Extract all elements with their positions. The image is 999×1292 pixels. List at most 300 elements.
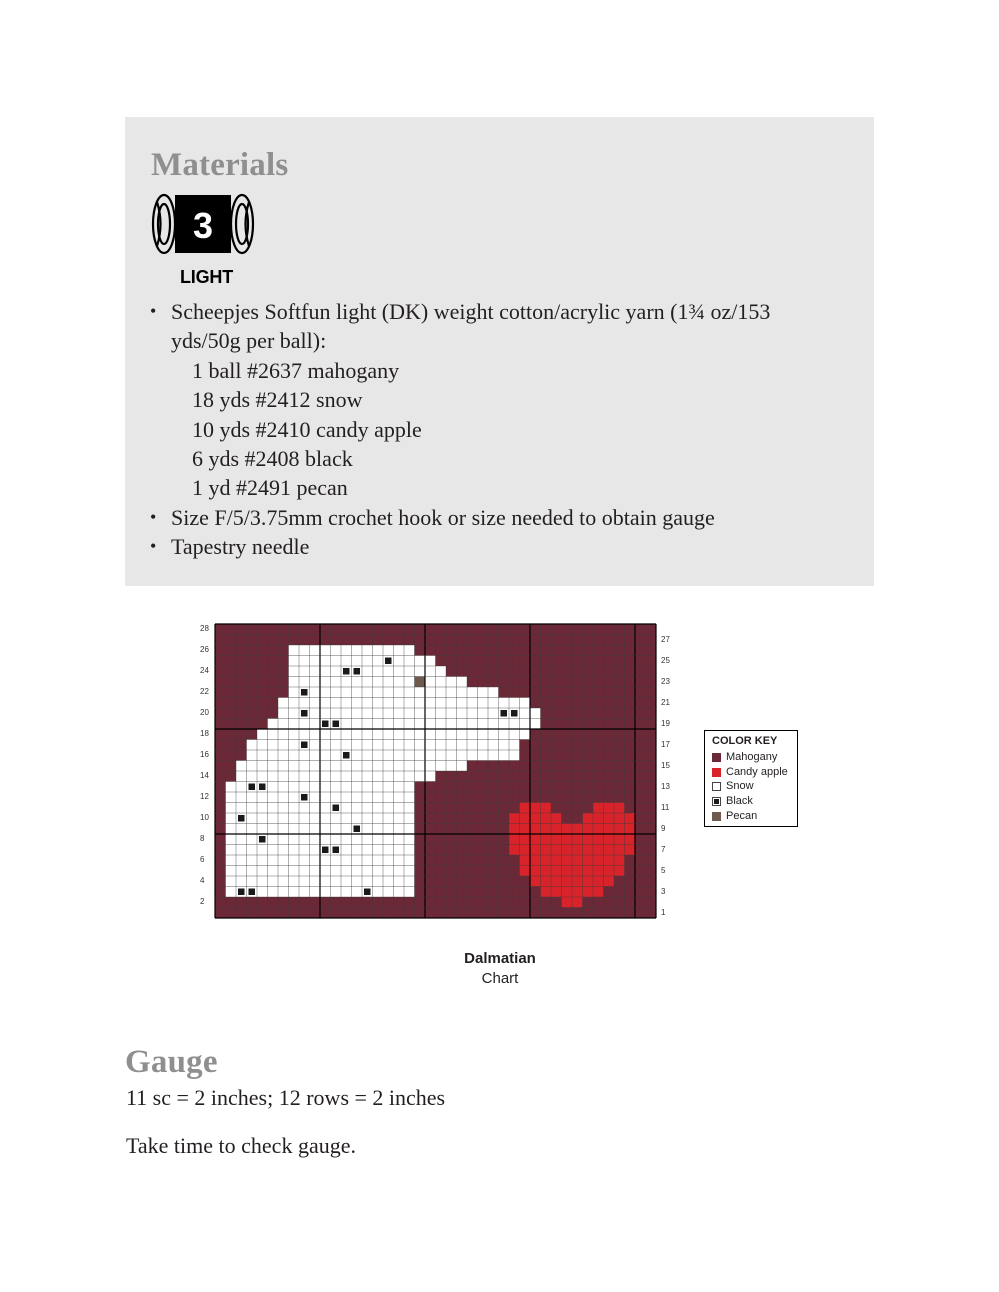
chart-cell (404, 855, 415, 866)
chart-cell (289, 908, 300, 919)
chart-cell (394, 687, 405, 698)
chart-cell (436, 740, 447, 751)
chart-cell (215, 792, 226, 803)
chart-cell (320, 635, 331, 646)
chart-cell (257, 866, 268, 877)
row-label: 9 (661, 823, 666, 833)
chart-cell (530, 698, 541, 709)
chart-cell (478, 771, 489, 782)
chart-cell (247, 876, 258, 887)
chart-subtitle: Chart (481, 970, 519, 987)
chart-cell (226, 792, 237, 803)
chart-cell (352, 729, 363, 740)
chart-cell (646, 845, 657, 856)
chart-cell (614, 635, 625, 646)
chart-cell (625, 719, 636, 730)
chart-cell (541, 866, 552, 877)
chart-cell (635, 845, 646, 856)
chart-cell (278, 876, 289, 887)
mahogany-swatch-icon (712, 753, 721, 762)
chart-cell (541, 624, 552, 635)
chart-cell (215, 708, 226, 719)
chart-cell (635, 698, 646, 709)
chart-cell (520, 897, 531, 908)
black-stitch-mark (301, 710, 308, 717)
chart-cell (226, 897, 237, 908)
chart-cell (593, 677, 604, 688)
chart-cell (289, 813, 300, 824)
chart-cell (331, 750, 342, 761)
chart-cell (446, 645, 457, 656)
chart-cell (541, 908, 552, 919)
chart-cell (278, 771, 289, 782)
chart-cell (257, 666, 268, 677)
chart-cell (551, 656, 562, 667)
chart-cell (488, 687, 499, 698)
chart-cell (509, 834, 520, 845)
chart-cell (551, 866, 562, 877)
chart-cell (257, 908, 268, 919)
chart-cell (530, 687, 541, 698)
chart-cell (625, 698, 636, 709)
chart-cell (562, 908, 573, 919)
chart-cell (383, 782, 394, 793)
chart-cell (457, 782, 468, 793)
color-key (704, 730, 798, 827)
chart-cell (436, 645, 447, 656)
chart-cell (257, 708, 268, 719)
chart-cell (541, 855, 552, 866)
chart-cell (362, 897, 373, 908)
chart-cell (478, 645, 489, 656)
chart-cell (509, 887, 520, 898)
chart-cell (257, 771, 268, 782)
chart-cell (404, 887, 415, 898)
chart-cell (572, 729, 583, 740)
chart-cell (394, 771, 405, 782)
chart-cell (583, 782, 594, 793)
chart-cell (551, 740, 562, 751)
row-label: 2 (200, 897, 205, 907)
chart-cell (593, 698, 604, 709)
chart-cell (341, 719, 352, 730)
chart-cell (373, 876, 384, 887)
chart-cell (551, 803, 562, 814)
chart-cell (635, 897, 646, 908)
chart-cell (320, 824, 331, 835)
chart-cell (530, 897, 541, 908)
chart-cell (478, 887, 489, 898)
chart-cell (247, 687, 258, 698)
chart-cell (278, 677, 289, 688)
chart-cell (457, 887, 468, 898)
chart-cell (383, 698, 394, 709)
chart-cell (604, 719, 615, 730)
chart-cell (604, 866, 615, 877)
chart-cell (226, 666, 237, 677)
chart-cell (467, 897, 478, 908)
chart-cell (278, 635, 289, 646)
chart-cell (625, 708, 636, 719)
chart-cell (278, 666, 289, 677)
chart-cell (614, 740, 625, 751)
chart-cell (415, 771, 426, 782)
chart-cell (541, 803, 552, 814)
chart-cell (352, 855, 363, 866)
chart-cell (583, 813, 594, 824)
chart-cell (446, 855, 457, 866)
chart-cell (215, 750, 226, 761)
chart-cell (614, 824, 625, 835)
chart-cell (530, 845, 541, 856)
chart-cell (268, 887, 279, 898)
chart-cell (614, 656, 625, 667)
chart-cell (289, 761, 300, 772)
chart-cell (257, 887, 268, 898)
chart-cell (226, 855, 237, 866)
chart-cell (562, 666, 573, 677)
chart-cell (310, 897, 321, 908)
chart-cell (604, 729, 615, 740)
chart-cell (646, 866, 657, 877)
black-swatch-icon (712, 797, 721, 806)
chart-cell (520, 624, 531, 635)
chart-cell (226, 719, 237, 730)
chart-cell (614, 708, 625, 719)
chart-cell (415, 645, 426, 656)
chart-cell (278, 897, 289, 908)
chart-cell (572, 677, 583, 688)
chart-cell (436, 876, 447, 887)
chart-cell (425, 698, 436, 709)
chart-cell (373, 645, 384, 656)
row-label: 19 (661, 718, 670, 728)
chart-cell (425, 908, 436, 919)
chart-cell (436, 761, 447, 772)
chart-cell (373, 887, 384, 898)
chart-cell (383, 624, 394, 635)
chart-cell (268, 866, 279, 877)
chart-cell (604, 887, 615, 898)
chart-cell (604, 855, 615, 866)
chart-cell (257, 624, 268, 635)
chart-cell (425, 782, 436, 793)
chart-cell (509, 740, 520, 751)
chart-cell (509, 771, 520, 782)
chart-cell (467, 698, 478, 709)
chart-cell (499, 698, 510, 709)
chart-cell (572, 866, 583, 877)
chart-cell (583, 887, 594, 898)
chart-cell (625, 624, 636, 635)
chart-cell (646, 813, 657, 824)
row-label: 15 (661, 760, 670, 770)
chart-cell (530, 887, 541, 898)
chart-cell (520, 645, 531, 656)
chart-cell (415, 792, 426, 803)
chart-cell (341, 887, 352, 898)
chart-cell (415, 824, 426, 835)
chart-cell (278, 803, 289, 814)
chart-cell (404, 698, 415, 709)
chart-cell (635, 813, 646, 824)
chart-cell (614, 719, 625, 730)
row-label: 28 (200, 624, 209, 634)
chart-cell (436, 897, 447, 908)
chart-cell (562, 845, 573, 856)
chart-cell (593, 635, 604, 646)
chart-cell (404, 645, 415, 656)
chart-cell (415, 897, 426, 908)
chart-cell (226, 645, 237, 656)
chart-cell (551, 876, 562, 887)
chart-cell (520, 729, 531, 740)
chart-cell (383, 740, 394, 751)
chart-cell (541, 666, 552, 677)
chart-cell (635, 677, 646, 688)
chart-cell (488, 813, 499, 824)
chart-cell (226, 635, 237, 646)
chart-cell (257, 803, 268, 814)
chart-cell (352, 792, 363, 803)
chart-cell (257, 761, 268, 772)
chart-cell (593, 656, 604, 667)
chart-cell (278, 792, 289, 803)
chart-cell (488, 698, 499, 709)
chart-cell (436, 750, 447, 761)
legend-item-candy-apple: Candy apple (712, 766, 788, 778)
row-label: 18 (200, 729, 209, 739)
chart-cell (509, 803, 520, 814)
chart-cell (352, 845, 363, 856)
chart-cell (625, 834, 636, 845)
chart-cell (247, 624, 258, 635)
list-item: 1 yd #2491 pecan (192, 475, 348, 501)
chart-cell (268, 708, 279, 719)
chart-cell (457, 771, 468, 782)
chart-cell (635, 635, 646, 646)
chart-cell (373, 792, 384, 803)
chart-cell (478, 761, 489, 772)
chart-cell (509, 866, 520, 877)
chart-cell (373, 782, 384, 793)
chart-cell (520, 824, 531, 835)
chart-cell (530, 824, 541, 835)
chart-cell (551, 855, 562, 866)
row-label: 12 (200, 792, 209, 802)
black-stitch-mark (322, 721, 329, 728)
chart-cell (320, 666, 331, 677)
row-label: 24 (200, 666, 209, 676)
chart-cell (436, 887, 447, 898)
chart-cell (614, 666, 625, 677)
chart-cell (520, 813, 531, 824)
chart-cell (310, 855, 321, 866)
chart-cell (373, 750, 384, 761)
chart-cell (457, 750, 468, 761)
chart-cell (499, 771, 510, 782)
chart-cell (593, 845, 604, 856)
chart-cell (541, 656, 552, 667)
chart-cell (310, 687, 321, 698)
chart-cell (436, 656, 447, 667)
chart-cell (278, 824, 289, 835)
chart-cell (478, 687, 489, 698)
chart-cell (331, 761, 342, 772)
chart-cell (320, 656, 331, 667)
chart-cell (467, 687, 478, 698)
chart-cell (593, 708, 604, 719)
chart-cell (572, 771, 583, 782)
chart-cell (562, 624, 573, 635)
chart-cell (646, 803, 657, 814)
chart-cell (289, 687, 300, 698)
chart-cell (509, 750, 520, 761)
chart-cell (299, 750, 310, 761)
chart-cell (488, 866, 499, 877)
chart-cell (646, 782, 657, 793)
chart-cell (436, 908, 447, 919)
chart-cell (509, 677, 520, 688)
chart-cell (446, 656, 457, 667)
chart-cell (268, 908, 279, 919)
chart-cell (457, 845, 468, 856)
chart-cell (488, 645, 499, 656)
chart-cell (646, 876, 657, 887)
chart-cell (625, 740, 636, 751)
chart-cell (614, 624, 625, 635)
chart-cell (383, 824, 394, 835)
chart-cell (646, 908, 657, 919)
chart-cell (268, 677, 279, 688)
chart-cell (383, 771, 394, 782)
chart-cell (289, 792, 300, 803)
chart-cell (604, 708, 615, 719)
chart-cell (268, 719, 279, 730)
chart-cell (299, 897, 310, 908)
chart-cell (593, 687, 604, 698)
chart-cell (226, 887, 237, 898)
chart-cell (310, 719, 321, 730)
chart-cell (331, 740, 342, 751)
chart-cell (215, 666, 226, 677)
chart-cell (572, 656, 583, 667)
chart-cell (310, 656, 321, 667)
chart-cell (446, 708, 457, 719)
chart-cell (457, 803, 468, 814)
chart-cell (415, 813, 426, 824)
chart-cell (278, 782, 289, 793)
chart-cell (541, 719, 552, 730)
chart-cell (247, 824, 258, 835)
chart-cell (499, 687, 510, 698)
chart-cell (415, 708, 426, 719)
chart-cell (289, 729, 300, 740)
chart-cell (215, 635, 226, 646)
black-stitch-mark (249, 784, 256, 791)
chart-cell (520, 887, 531, 898)
chart-cell (446, 666, 457, 677)
chart-cell (236, 645, 247, 656)
chart-cell (415, 666, 426, 677)
chart-cell (530, 803, 541, 814)
chart-cell (236, 729, 247, 740)
chart-cell (457, 666, 468, 677)
chart-cell (404, 866, 415, 877)
chart-cell (635, 803, 646, 814)
chart-cell (310, 876, 321, 887)
chart-cell (436, 666, 447, 677)
chart-cell (625, 876, 636, 887)
chart-cell (257, 645, 268, 656)
chart-cell (320, 887, 331, 898)
chart-cell (614, 887, 625, 898)
chart-cell (215, 771, 226, 782)
chart-cell (551, 897, 562, 908)
chart-cell (289, 845, 300, 856)
chart-cell (425, 824, 436, 835)
chart-cell (499, 845, 510, 856)
black-stitch-mark (354, 668, 361, 675)
row-label: 1 (661, 907, 666, 917)
chart-cell (520, 761, 531, 772)
chart-cell (530, 876, 541, 887)
chart-cell (373, 771, 384, 782)
chart-cell (593, 771, 604, 782)
chart-cell (383, 813, 394, 824)
chart-cell (331, 813, 342, 824)
black-stitch-mark (259, 784, 266, 791)
chart-cell (436, 792, 447, 803)
chart-cell (614, 866, 625, 877)
chart-cell (488, 771, 499, 782)
chart-cell (415, 866, 426, 877)
chart-cell (646, 719, 657, 730)
chart-cell (320, 761, 331, 772)
chart-cell (373, 813, 384, 824)
chart-cell (341, 845, 352, 856)
chart-cell (394, 761, 405, 772)
chart-cell (583, 834, 594, 845)
chart-cell (331, 624, 342, 635)
chart-cell (635, 782, 646, 793)
chart-cell (625, 908, 636, 919)
chart-cell (362, 635, 373, 646)
color-key-title: COLOR KEY (712, 735, 778, 747)
chart-cell (247, 813, 258, 824)
chart-cell (436, 782, 447, 793)
list-item: • Scheepjes Softfun light (DK) weight cotton/acrylic yarn (1¾ oz/153 (150, 299, 771, 324)
chart-cell (310, 866, 321, 877)
chart-cell (226, 782, 237, 793)
chart-cell (383, 635, 394, 646)
chart-cell (362, 876, 373, 887)
chart-cell (394, 645, 405, 656)
chart-cell (226, 813, 237, 824)
chart-cell (362, 624, 373, 635)
chart-cell (541, 750, 552, 761)
chart-cell (425, 876, 436, 887)
chart-cell (383, 845, 394, 856)
chart-cell (268, 897, 279, 908)
chart-cell (310, 729, 321, 740)
chart-cell (520, 834, 531, 845)
chart-cell (278, 656, 289, 667)
chart-cell (425, 845, 436, 856)
chart-cell (572, 834, 583, 845)
chart-cell (625, 645, 636, 656)
chart-cell (425, 813, 436, 824)
